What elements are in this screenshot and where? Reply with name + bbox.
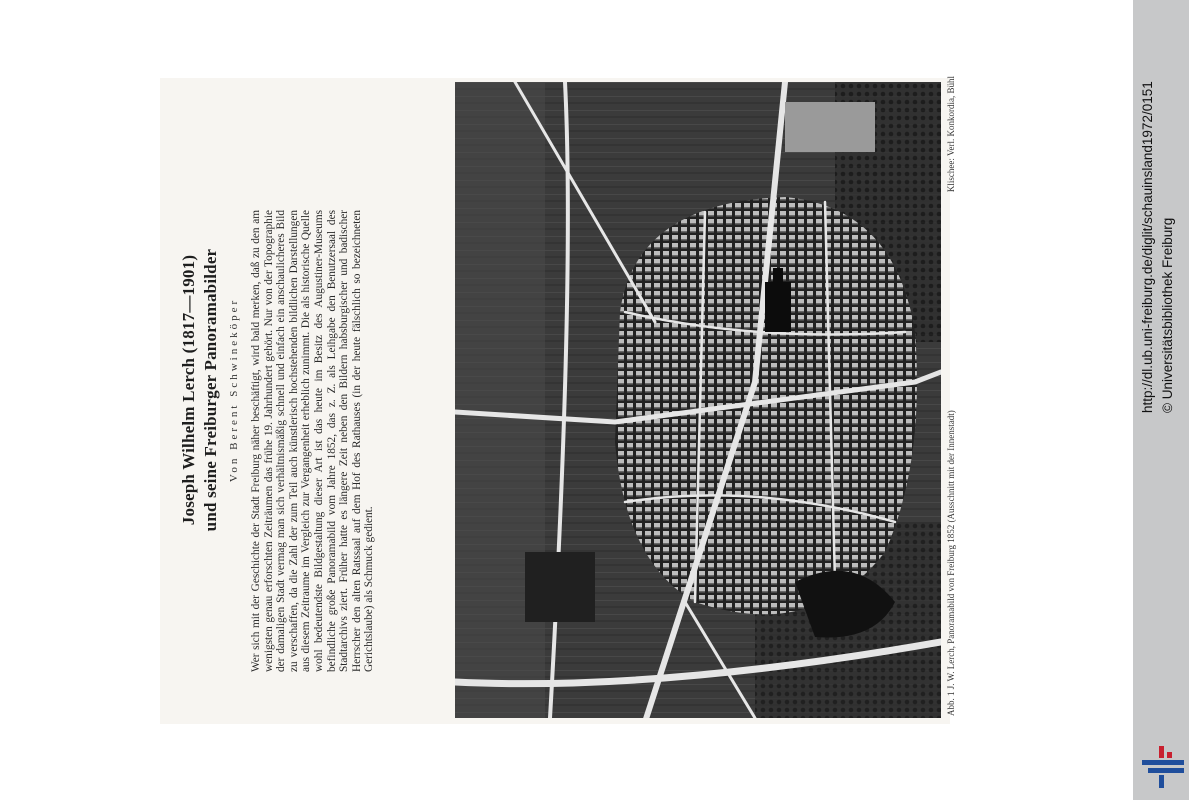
panorama-illustration	[455, 82, 941, 718]
panorama-image	[455, 82, 941, 718]
figure-caption-row	[946, 76, 960, 716]
figure-caption: Abb. 1 J. W. Lerch, Panoramabild von Freiburg 1852 (Ausschnitt mit der Innenstadt)	[946, 410, 956, 716]
figure-credit: Klischee: Verl. Konkordia, Bühl	[946, 76, 956, 193]
article-body-paragraph: Wer sich mit der Geschichte der Stadt Freiburg näher beschäftigt, wird bald merken, daß zu den am wenigsten genau erforschten Zeiträumen das frühe 19. Jahrhundert gehört. Nur von der Topographie der damaligen Stadt vermag man sich verhältnismäßig schnell und einfach ein anschaulicheres Bild zu verschaffen, da die Zahl der zum Teil auch künstlerisch hochstehenden bildlichen Darstellungen aus diesem Zeitraume im Vergleich zur Vergangenheit erheblich zunimmt. Die als historische Quelle wohl bedeutendste Bildgestaltung dieser Art ist das heute im Besitz des Augustiner-Museums befindliche große Panoramabild vom Jahre 1852, das z. Z. als Leihgabe den Benutzersaal des Stadtarchivs ziert. Früher hatte es längere Zeit neben den Bildern habsburgischer und badischer Herrscher den alten Ratssaal auf dem Hof des Rathauses (in der heute fälschlich so bezeichneten Gerichtslaube) als Schmuck gedient.	[250, 210, 376, 672]
article-title-line1: Joseph Wilhelm Lerch (1817—1901)	[179, 254, 198, 526]
article-author: Von Berent Schwineköper	[228, 297, 240, 483]
copyright-label: © Universitätsbibliothek Freiburg	[1160, 217, 1175, 413]
article-title-line2: und seine Freiburger Panoramabilder	[201, 248, 220, 532]
source-url-link[interactable]: http://dl.ub.uni-freiburg.de/diglit/schauinsland1972/0151	[1140, 81, 1155, 413]
ub-freiburg-logo-icon	[1142, 746, 1184, 788]
article-title-block	[178, 90, 240, 690]
